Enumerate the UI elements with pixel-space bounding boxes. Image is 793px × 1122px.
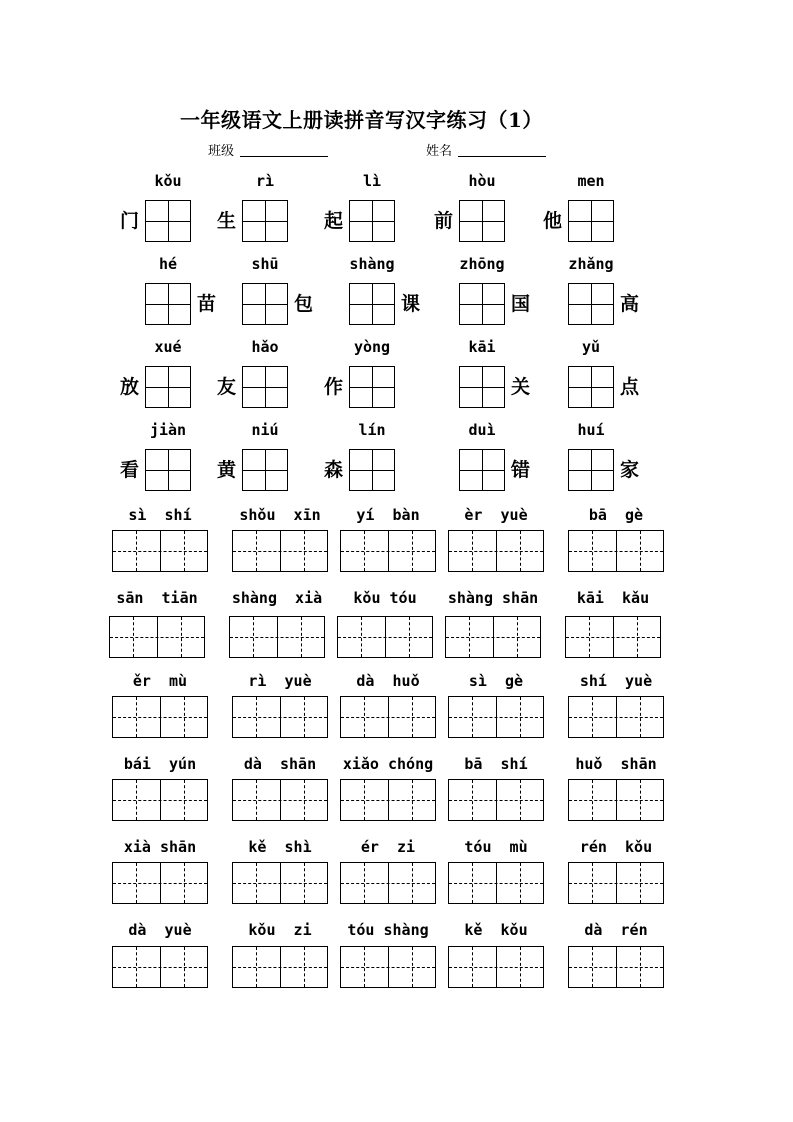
pinyin-word-label: shí yuè [579,672,653,690]
double-writing-box[interactable] [568,946,664,988]
pinyin-word-label: kě shì [248,838,312,856]
pinyin-label: hé [158,255,178,273]
pinyin-label: shàng [349,255,395,273]
pinyin-word-label: ér zi [360,838,416,856]
guide-line [569,967,663,968]
pinyin-label: rì [255,172,275,190]
pinyin-word-label: shàng xià [231,589,323,607]
pinyin-label: hǎo [251,338,279,356]
guide-line [113,800,207,801]
guide-line [341,551,435,552]
given-character: 起 [324,210,344,232]
pinyin-word-label: rì yuè [248,672,312,690]
double-writing-box[interactable] [568,779,664,821]
pinyin-word-label: tóu mù [464,838,528,856]
guide-line [569,717,663,718]
pinyin-label: zhǎng [568,255,614,273]
double-writing-box[interactable] [448,946,544,988]
pinyin-word-label: sān tiān [116,589,198,607]
guide-line [338,637,432,638]
pinyin-label: zhōng [459,255,505,273]
pinyin-word-label: tóu shàng [347,921,429,939]
given-character: 包 [294,293,314,315]
pinyin-word-label: sì gè [468,672,524,690]
double-writing-box[interactable] [340,696,436,738]
guide-line [233,883,327,884]
guide-line [113,551,207,552]
writing-box[interactable] [349,449,395,491]
pinyin-word-label: xiǎo chóng [342,755,434,773]
double-writing-box[interactable] [112,696,208,738]
given-character: 黄 [217,459,237,481]
writing-box[interactable] [568,200,614,242]
double-writing-box[interactable] [448,696,544,738]
pinyin-label: hòu [468,172,496,190]
double-writing-box[interactable] [337,616,433,658]
given-character: 关 [511,376,531,398]
given-character: 高 [620,293,640,315]
writing-box[interactable] [145,366,191,408]
writing-box[interactable] [242,200,288,242]
pinyin-label: xué [154,338,182,356]
writing-box[interactable] [568,366,614,408]
writing-box[interactable] [459,449,505,491]
double-writing-box[interactable] [340,779,436,821]
guide-line [110,637,204,638]
double-writing-box[interactable] [232,779,328,821]
double-writing-box[interactable] [340,862,436,904]
double-writing-box[interactable] [568,530,664,572]
writing-box[interactable] [242,449,288,491]
writing-box[interactable] [568,283,614,325]
guide-line [449,800,543,801]
class-label: 班级 [208,144,235,159]
pinyin-label: lín [358,421,386,439]
writing-box[interactable] [349,200,395,242]
writing-box[interactable] [242,283,288,325]
double-writing-box[interactable] [340,946,436,988]
double-writing-box[interactable] [340,530,436,572]
guide-line [230,637,324,638]
writing-box[interactable] [145,200,191,242]
pinyin-word-label: yí bàn [356,506,420,524]
pinyin-word-label: dà shān [243,755,317,773]
double-writing-box[interactable] [112,779,208,821]
guide-line [341,883,435,884]
given-character: 家 [620,459,640,481]
guide-line [446,637,540,638]
guide-line [449,717,543,718]
guide-line [233,551,327,552]
guide-line [449,551,543,552]
pinyin-label: kǒu [154,172,182,190]
double-writing-box[interactable] [448,862,544,904]
pinyin-word-label: dà huǒ [356,672,420,690]
pinyin-word-label: bā shí [464,755,528,773]
pinyin-label: niú [251,421,279,439]
pinyin-word-label: bái yún [123,755,197,773]
writing-box[interactable] [459,283,505,325]
pinyin-word-label: bā gè [588,506,644,524]
given-character: 课 [401,293,421,315]
pinyin-label: men [577,172,605,190]
given-character: 森 [324,459,344,481]
guide-line [449,883,543,884]
guide-line [113,967,207,968]
given-character: 他 [543,210,563,232]
pinyin-label: huí [577,421,605,439]
double-writing-box[interactable] [112,946,208,988]
guide-line [233,800,327,801]
guide-line [233,967,327,968]
double-writing-box[interactable] [568,696,664,738]
given-character: 看 [120,459,140,481]
double-writing-box[interactable] [232,862,328,904]
given-character: 生 [217,210,237,232]
double-writing-box[interactable] [448,779,544,821]
double-writing-box[interactable] [565,616,661,658]
class-field[interactable] [240,156,328,157]
guide-line [341,967,435,968]
double-writing-box[interactable] [112,862,208,904]
given-character: 前 [434,210,454,232]
guide-line [566,637,660,638]
pinyin-word-label: sì shí [128,506,192,524]
double-writing-box[interactable] [445,616,541,658]
pinyin-word-label: kǒu zi [248,921,312,939]
writing-box[interactable] [568,449,614,491]
pinyin-word-label: rén kǒu [579,838,653,856]
pinyin-word-label: shàng shān [447,589,539,607]
guide-line [341,717,435,718]
double-writing-box[interactable] [229,616,325,658]
pinyin-label: jiàn [149,421,187,439]
given-character: 门 [120,210,140,232]
writing-box[interactable] [459,200,505,242]
pinyin-label: yǔ [581,338,601,356]
guide-line [449,967,543,968]
pinyin-word-label: kǒu tóu [353,589,417,607]
guide-line [113,717,207,718]
pinyin-word-label: xià shān [123,838,197,856]
given-character: 友 [217,376,237,398]
name-field[interactable] [458,156,546,157]
double-writing-box[interactable] [232,946,328,988]
pinyin-word-label: dà rén [584,921,648,939]
writing-box[interactable] [349,283,395,325]
writing-box[interactable] [242,366,288,408]
pinyin-label: duì [468,421,496,439]
pinyin-word-label: kāi kǎu [576,589,650,607]
writing-box[interactable] [349,366,395,408]
given-character: 国 [511,293,531,315]
guide-line [569,551,663,552]
double-writing-box[interactable] [448,530,544,572]
guide-line [569,883,663,884]
pinyin-word-label: huǒ shān [575,755,657,773]
given-character: 点 [620,376,640,398]
pinyin-word-label: ěr mù [132,672,188,690]
name-label: 姓名 [426,144,453,159]
guide-line [233,717,327,718]
pinyin-label: shū [251,255,279,273]
pinyin-word-label: kě kǒu [464,921,528,939]
given-character: 错 [511,459,531,481]
pinyin-word-label: shǒu xīn [239,506,321,524]
double-writing-box[interactable] [112,530,208,572]
writing-box[interactable] [145,283,191,325]
pinyin-label: kāi [468,338,496,356]
pinyin-word-label: èr yuè [464,506,528,524]
double-writing-box[interactable] [232,530,328,572]
writing-box[interactable] [145,449,191,491]
double-writing-box[interactable] [568,862,664,904]
given-character: 作 [324,376,344,398]
guide-line [341,800,435,801]
guide-line [113,883,207,884]
pinyin-label: yòng [353,338,391,356]
page-title: 一年级语文上册读拼音写汉字练习（1） [180,108,543,132]
pinyin-label: lì [362,172,382,190]
pinyin-word-label: dà yuè [128,921,192,939]
double-writing-box[interactable] [109,616,205,658]
given-character: 苗 [197,293,217,315]
given-character: 放 [120,376,140,398]
guide-line [569,800,663,801]
writing-box[interactable] [459,366,505,408]
double-writing-box[interactable] [232,696,328,738]
